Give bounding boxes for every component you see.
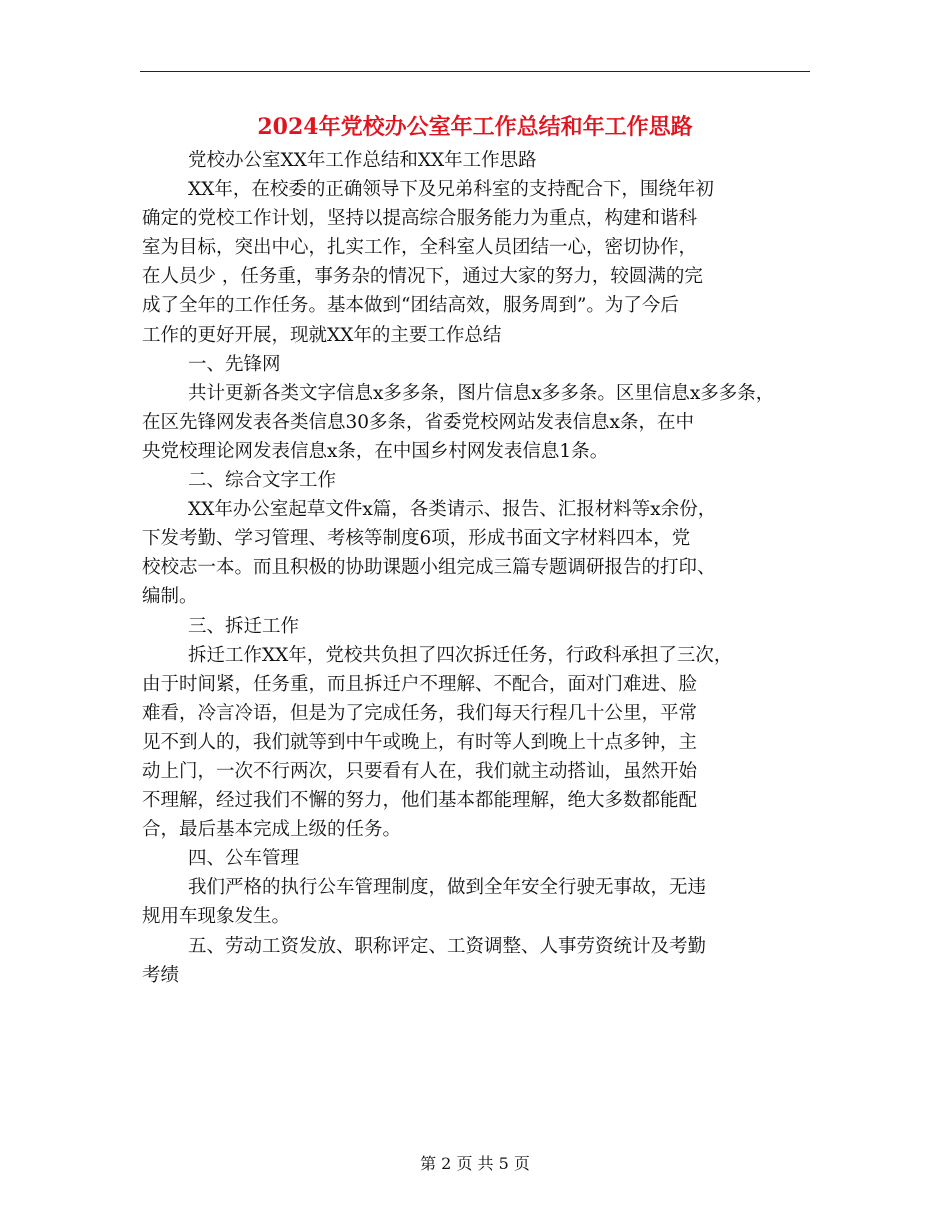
body-line: 共计更新各类文字信息x多多条，图片信息x多多条。区里信息x多多条，: [188, 382, 775, 404]
body-line: 考绩: [142, 964, 180, 986]
document-title: 2024年党校办公室年工作总结和年工作思路: [257, 114, 693, 140]
body-line: 合，最后基本完成上级的任务。: [142, 819, 402, 841]
body-line: 央党校理论网发表信息x条，在中国乡村网发表信息1条。: [142, 440, 609, 462]
header-rule: [140, 71, 810, 72]
body-line: 动上门，一次不行两次，只要看有人在，我们就主动搭讪，虽然开始: [142, 760, 698, 782]
body-line: XX年办公室起草文件x篇，各类请示、报告、汇报材料等x余份，: [188, 499, 717, 521]
section-heading: 四、公车管理: [188, 848, 300, 870]
section-heading: 一、先锋网: [188, 353, 281, 375]
body-line: 拆迁工作XX年，党校共负担了四次拆迁任务，行政科承担了三次，: [188, 644, 733, 666]
body-line: 确定的党校工作计划，坚持以提高综合服务能力为重点，构建和谐科: [142, 208, 698, 230]
body-line: 党校办公室XX年工作总结和XX年工作思路: [188, 150, 537, 171]
body-line: 见不到人的，我们就等到中午或晚上，有时等人到晚上十点多钟，主: [142, 731, 698, 753]
body-line: 成了全年的工作任务。基本做到“团结高效，服务周到”。为了今后: [142, 295, 679, 317]
body-line: 工作的更好开展，现就XX年的主要工作总结: [142, 324, 502, 346]
section-heading: 五、劳动工资发放、职称评定、工资调整、人事劳资统计及考勤: [188, 935, 707, 957]
body-line: 在人员少 ，任务重，事务杂的情况下，通过大家的努力，较圆满的完: [142, 266, 703, 288]
body-line: 下发考勤、学习管理、考核等制度6项，形成书面文字材料四本，党: [142, 528, 691, 550]
body-line: 我们严格的执行公车管理制度，做到全年安全行驶无事故，无违: [188, 877, 707, 899]
body-line: 校校志一本。而且积极的协助课题小组完成三篇专题调研报告的打印、: [142, 557, 716, 579]
body-line: 规用车现象发生。: [142, 906, 291, 928]
body-line: 编制。: [142, 586, 198, 608]
body-line: 不理解，经过我们不懈的努力，他们基本都能理解，绝大多数都能配: [142, 790, 698, 812]
section-heading: 二、综合文字工作: [188, 470, 337, 492]
body-line: 在区先锋网发表各类信息30多条，省委党校网站发表信息x条，在中: [142, 411, 694, 433]
page-number-footer: 第 2 页 共 5 页: [420, 1154, 530, 1173]
section-heading: 三、拆迁工作: [188, 615, 300, 637]
document-body: [142, 146, 822, 990]
body-line: 室为目标，突出中心，扎实工作，全科室人员团结一心，密切协作，: [142, 237, 698, 259]
body-line: 难看，冷言冷语，但是为了完成任务，我们每天行程几十公里，平常: [142, 702, 698, 724]
body-line: XX年，在校委的正确领导下及兄弟科室的支持配合下，围绕年初: [188, 179, 714, 201]
body-line: 由于时间紧，任务重，而且拆迁户不理解、不配合，面对门难进、脸: [142, 673, 698, 695]
